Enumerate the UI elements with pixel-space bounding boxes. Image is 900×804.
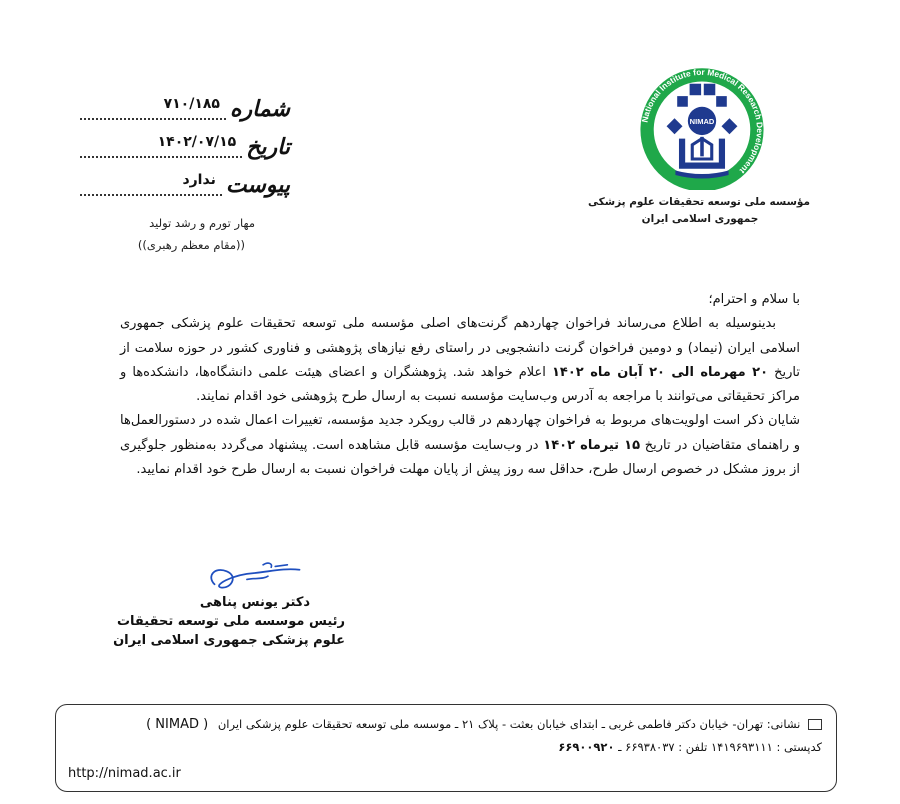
date-value: ۱۴۰۲/۰۷/۱۵ xyxy=(157,134,237,150)
phone-separator: ـ xyxy=(618,740,622,754)
paragraph-1-text-a: بدینوسیله به اطلاع می‌رساند فراخوان چهاردهم گرنت‌های اصلی مؤسسه ملی توسعه تحقیقات علوم پزشکی جمهوری اسلامی ایران (نیماد) و دومین فراخوان گرنت دانشجویی در راستای رفع نیازهای پژوهشی و فناوری کشور در حوزه سلامت از تاریخ xyxy=(120,316,800,380)
nimad-logo xyxy=(622,66,782,190)
meta-attachment-row xyxy=(80,162,290,200)
signer-name: دکتر یونس پناهی xyxy=(199,595,311,610)
address-line xyxy=(72,713,822,736)
org-abbreviation: ( NIMAD ) xyxy=(146,717,209,732)
footer-box xyxy=(55,704,837,792)
postal-code: ۱۴۱۹۶۹۳۱۱۱ xyxy=(711,740,773,754)
envelope-icon xyxy=(808,719,822,730)
dotted-line xyxy=(80,118,226,120)
attachment-value: ندارد xyxy=(182,172,216,188)
dotted-line xyxy=(80,194,222,196)
signer-title-line2: علوم پزشکی جمهوری اسلامی ایران xyxy=(113,633,345,648)
letter-body xyxy=(120,288,800,482)
phone-2: ۶۶۹۰۰۹۲۰ xyxy=(558,740,615,754)
phone-1: ۶۶۹۳۸۰۳۷ xyxy=(625,740,675,754)
website-link[interactable]: http://nimad.ac.ir xyxy=(68,766,181,781)
logo-emblem-shapes xyxy=(667,84,738,179)
meta-date-row xyxy=(80,124,290,162)
motto xyxy=(100,212,270,256)
number-field xyxy=(80,94,226,124)
address-text: تهران- خیابان دکتر فاطمی غربی ـ ابتدای خیابان بعثت - پلاک ۲۱ ـ موسسه ملی توسعه تحقیقات علوم پزشکی ایران xyxy=(217,717,764,731)
signature-block xyxy=(113,560,345,650)
paragraph-1-dates: ۲۰ مهرماه الی ۲۰ آبان ماه ۱۴۰۲ xyxy=(551,364,769,380)
number-label: شماره xyxy=(229,96,290,122)
meta-number-row xyxy=(80,86,290,124)
phone-label: تلفن : xyxy=(678,740,708,754)
handwritten-signature xyxy=(185,560,325,594)
motto-line2: ((مقام معظم رهبری)) xyxy=(137,238,245,252)
logo-caption xyxy=(590,194,810,228)
logo-caption-line2: جمهوری اسلامی ایران xyxy=(641,213,759,225)
paragraph-1-text-b: اعلام خواهد شد. پژوهشگران و اعضای هیئت علمی دانشگاه‌ها، دانشکده‌ها و مراکز تحقیقاتی می‌توانند با مراجعه به آدرس وب‌سایت مؤسسه نسبت به ارسال طرح پژوهشی خود اقدام نمایند. xyxy=(120,364,800,405)
signer-title-line1: رئیس موسسه ملی توسعه تحقیقات xyxy=(116,614,345,629)
address-label: نشانی: xyxy=(766,717,801,731)
contact-line xyxy=(72,736,822,758)
nimad-emblem xyxy=(622,66,782,190)
footer-address xyxy=(72,713,822,758)
logo-caption-line1: مؤسسه ملی توسعه تحقیقات علوم پزشکی xyxy=(588,196,810,208)
logo-ring-text: National Institute for Medical Research Development xyxy=(639,66,765,176)
number-value: ۷۱۰/۱۸۵ xyxy=(163,96,220,112)
paragraph-1 xyxy=(120,312,800,409)
postal-label: کدپستی : xyxy=(776,740,822,754)
paragraph-2-text-a: شایان ذکر است اولویت‌های مربوط به فراخوان چهاردهم در قالب رویکرد جدید مؤسسه، تغییرات اعمال شده در دستورالعمل‌ها و راهنمای متقاضیان در تاریخ xyxy=(120,413,800,453)
motto-line1: مهار تورم و رشد تولید xyxy=(149,216,255,230)
paragraph-2-date: ۱۵ تیرماه ۱۴۰۲ xyxy=(543,437,641,453)
paragraph-2-text-b: در وب‌سایت مؤسسه قابل مشاهده است. پیشنهاد می‌گردد به‌منظور جلوگیری از بروز مشکل در خصوص ارسال طرح، حداقل سه روز پیش از پایان مهلت فراخوان نسبت به ارسال طرح خود اقدام نمایید. xyxy=(120,437,800,478)
attachment-field xyxy=(80,170,222,200)
attachment-label: پیوست xyxy=(225,172,290,198)
date-field xyxy=(80,132,242,162)
dotted-line xyxy=(80,156,242,158)
letter-meta xyxy=(80,86,290,200)
paragraph-2 xyxy=(120,409,800,482)
date-label: تاریخ xyxy=(246,134,290,160)
logo-center-text: NIMAD xyxy=(689,117,715,127)
greeting: با سلام و احترام؛ xyxy=(708,292,800,307)
